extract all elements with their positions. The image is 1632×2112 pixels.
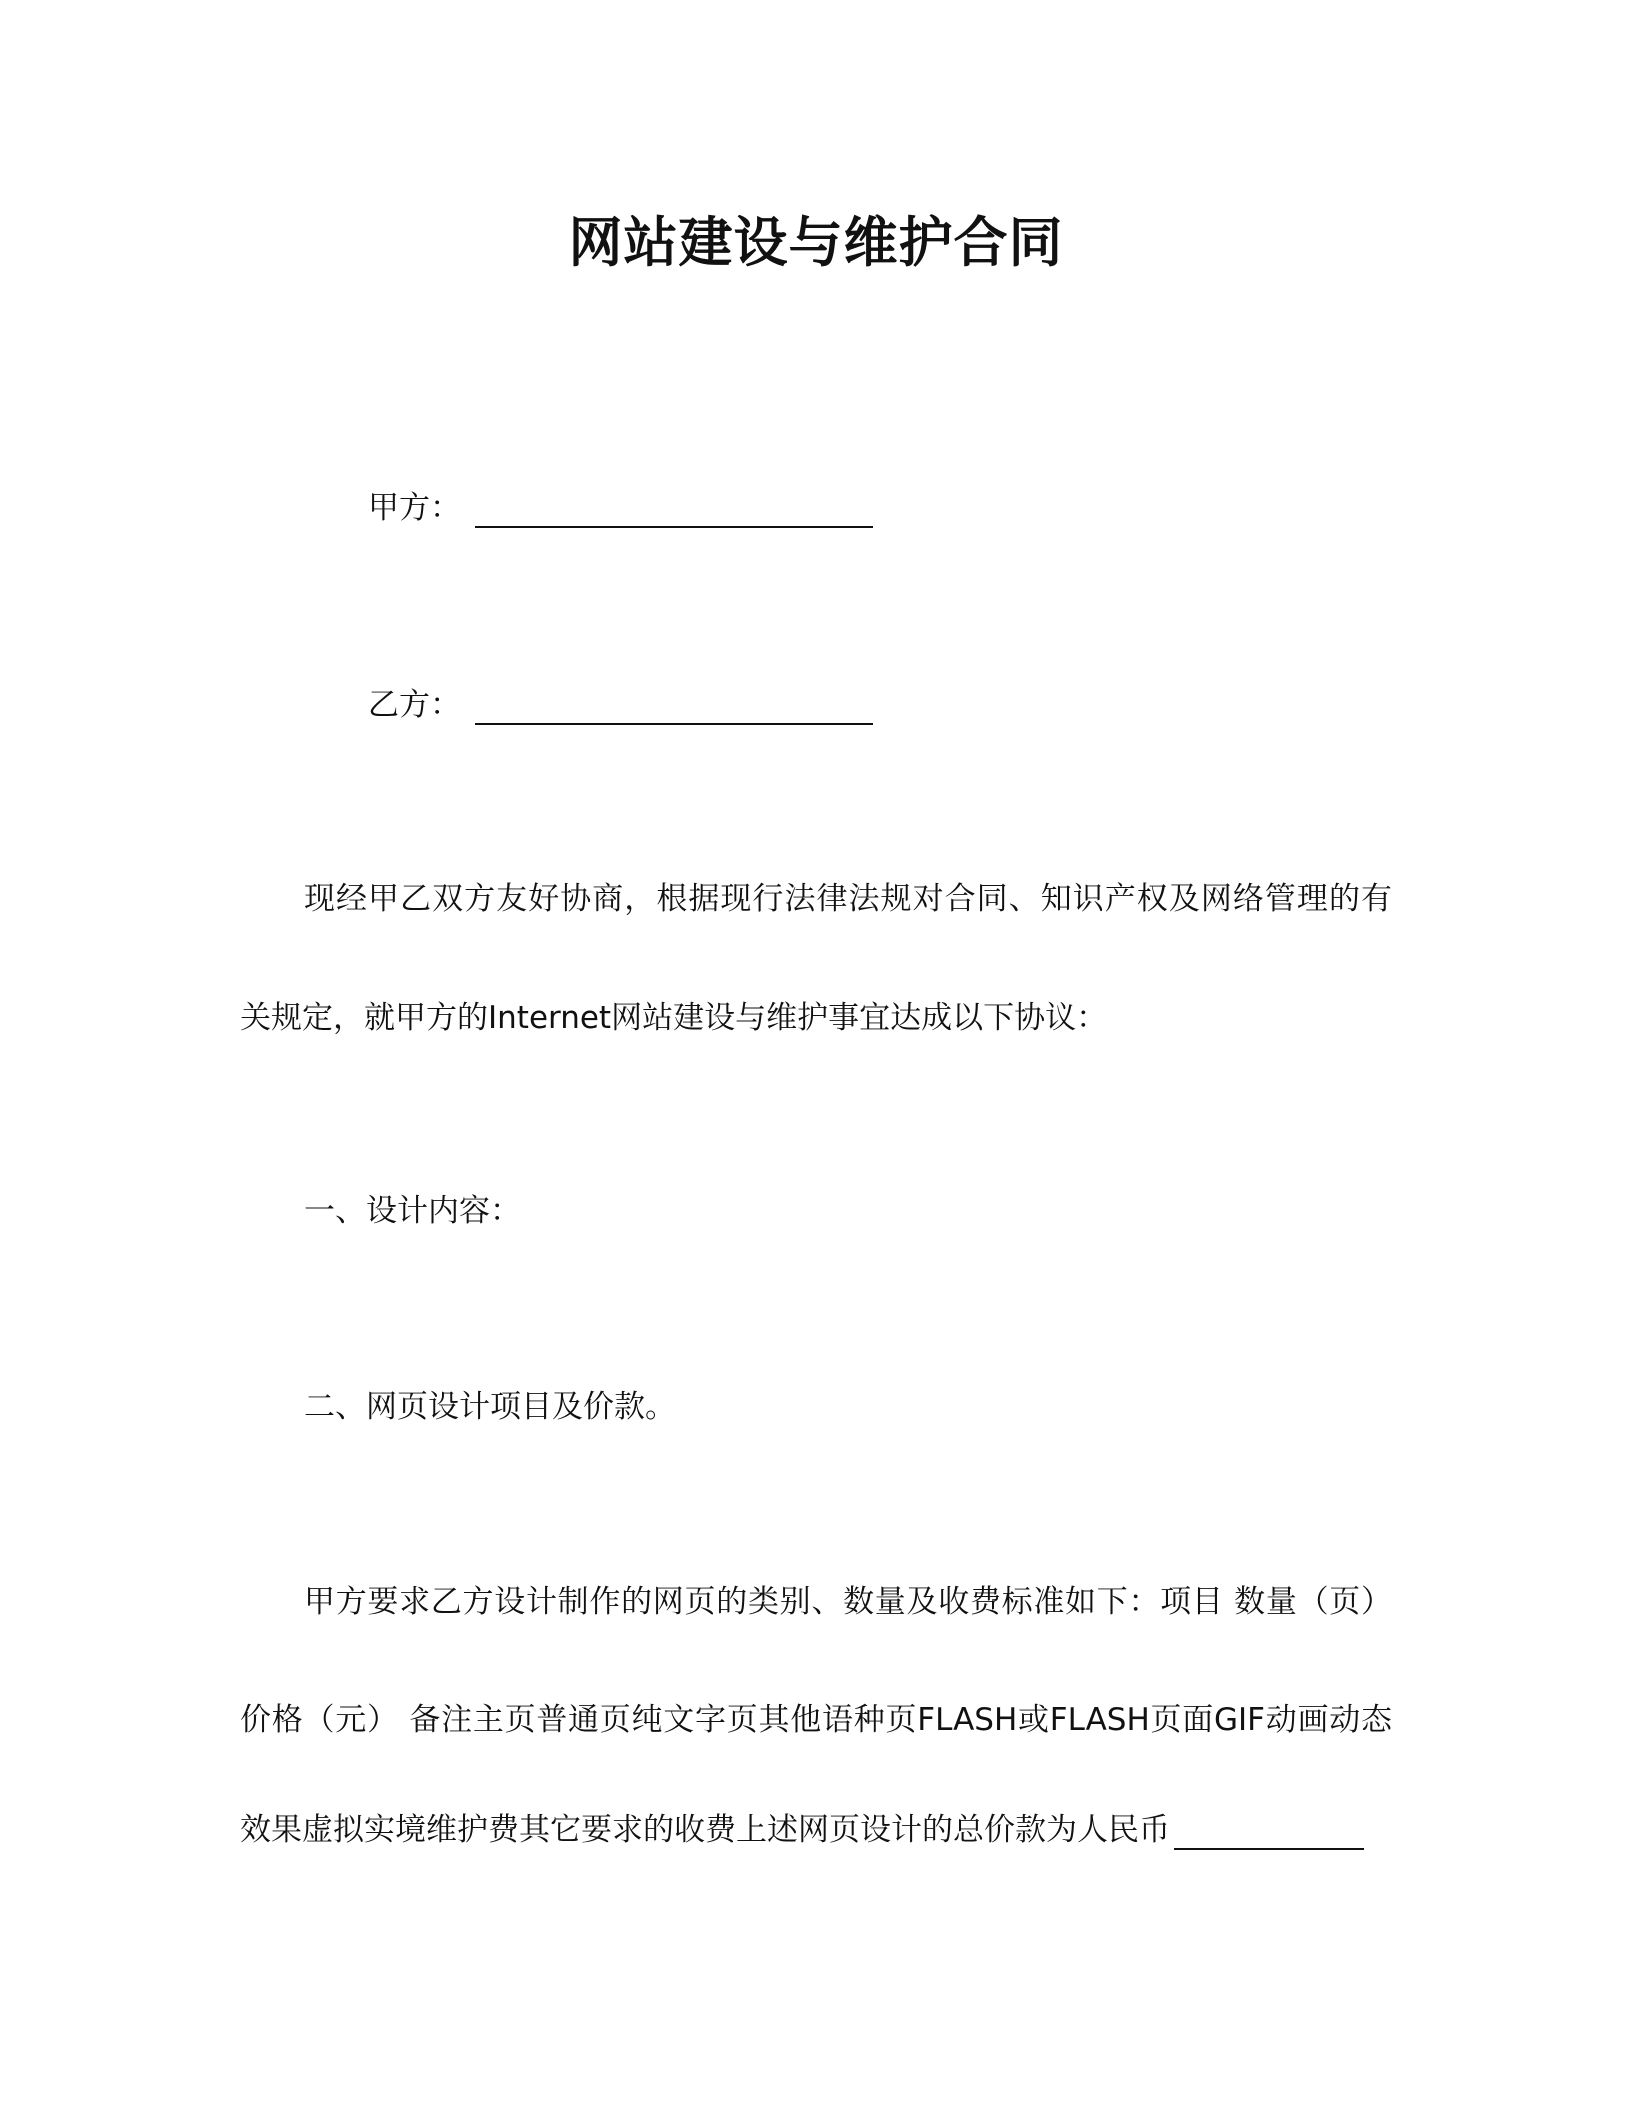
party-a-line bbox=[240, 488, 1392, 528]
party-b-label: 乙方： bbox=[368, 687, 461, 723]
section-2-heading: 二、网页设计项目及价款。 bbox=[304, 1389, 676, 1425]
total-price-blank[interactable] bbox=[1174, 1812, 1364, 1850]
document-title: 网站建设与维护合同 bbox=[568, 211, 1064, 274]
preamble-line-1: 现经甲乙双方友好协商，根据现行法律法规对合同、知识产权及网络管理的有 bbox=[304, 881, 1392, 917]
pricing-line-2: 价格（元） 备注主页普通页纯文字页其他语种页FLASH或FLASH页面GIF动画动态 bbox=[240, 1702, 1392, 1738]
section-1-heading: 一、设计内容： bbox=[304, 1193, 521, 1229]
preamble-line-2: 关规定，就甲方的Internet网站建设与维护事宜达成以下协议： bbox=[240, 1000, 1108, 1036]
pricing-line-1: 甲方要求乙方设计制作的网页的类别、数量及收费标准如下：项目 数量（页） bbox=[304, 1584, 1392, 1620]
party-b-blank[interactable] bbox=[475, 687, 873, 725]
pricing-line-3-text: 效果虚拟实境维护费其它要求的收费上述网页设计的总价款为人民币 bbox=[240, 1812, 1170, 1848]
party-b-line bbox=[240, 685, 1392, 725]
party-a-blank[interactable] bbox=[475, 490, 873, 528]
pricing-line-3 bbox=[240, 1810, 1392, 1850]
party-a-label: 甲方： bbox=[368, 490, 461, 526]
